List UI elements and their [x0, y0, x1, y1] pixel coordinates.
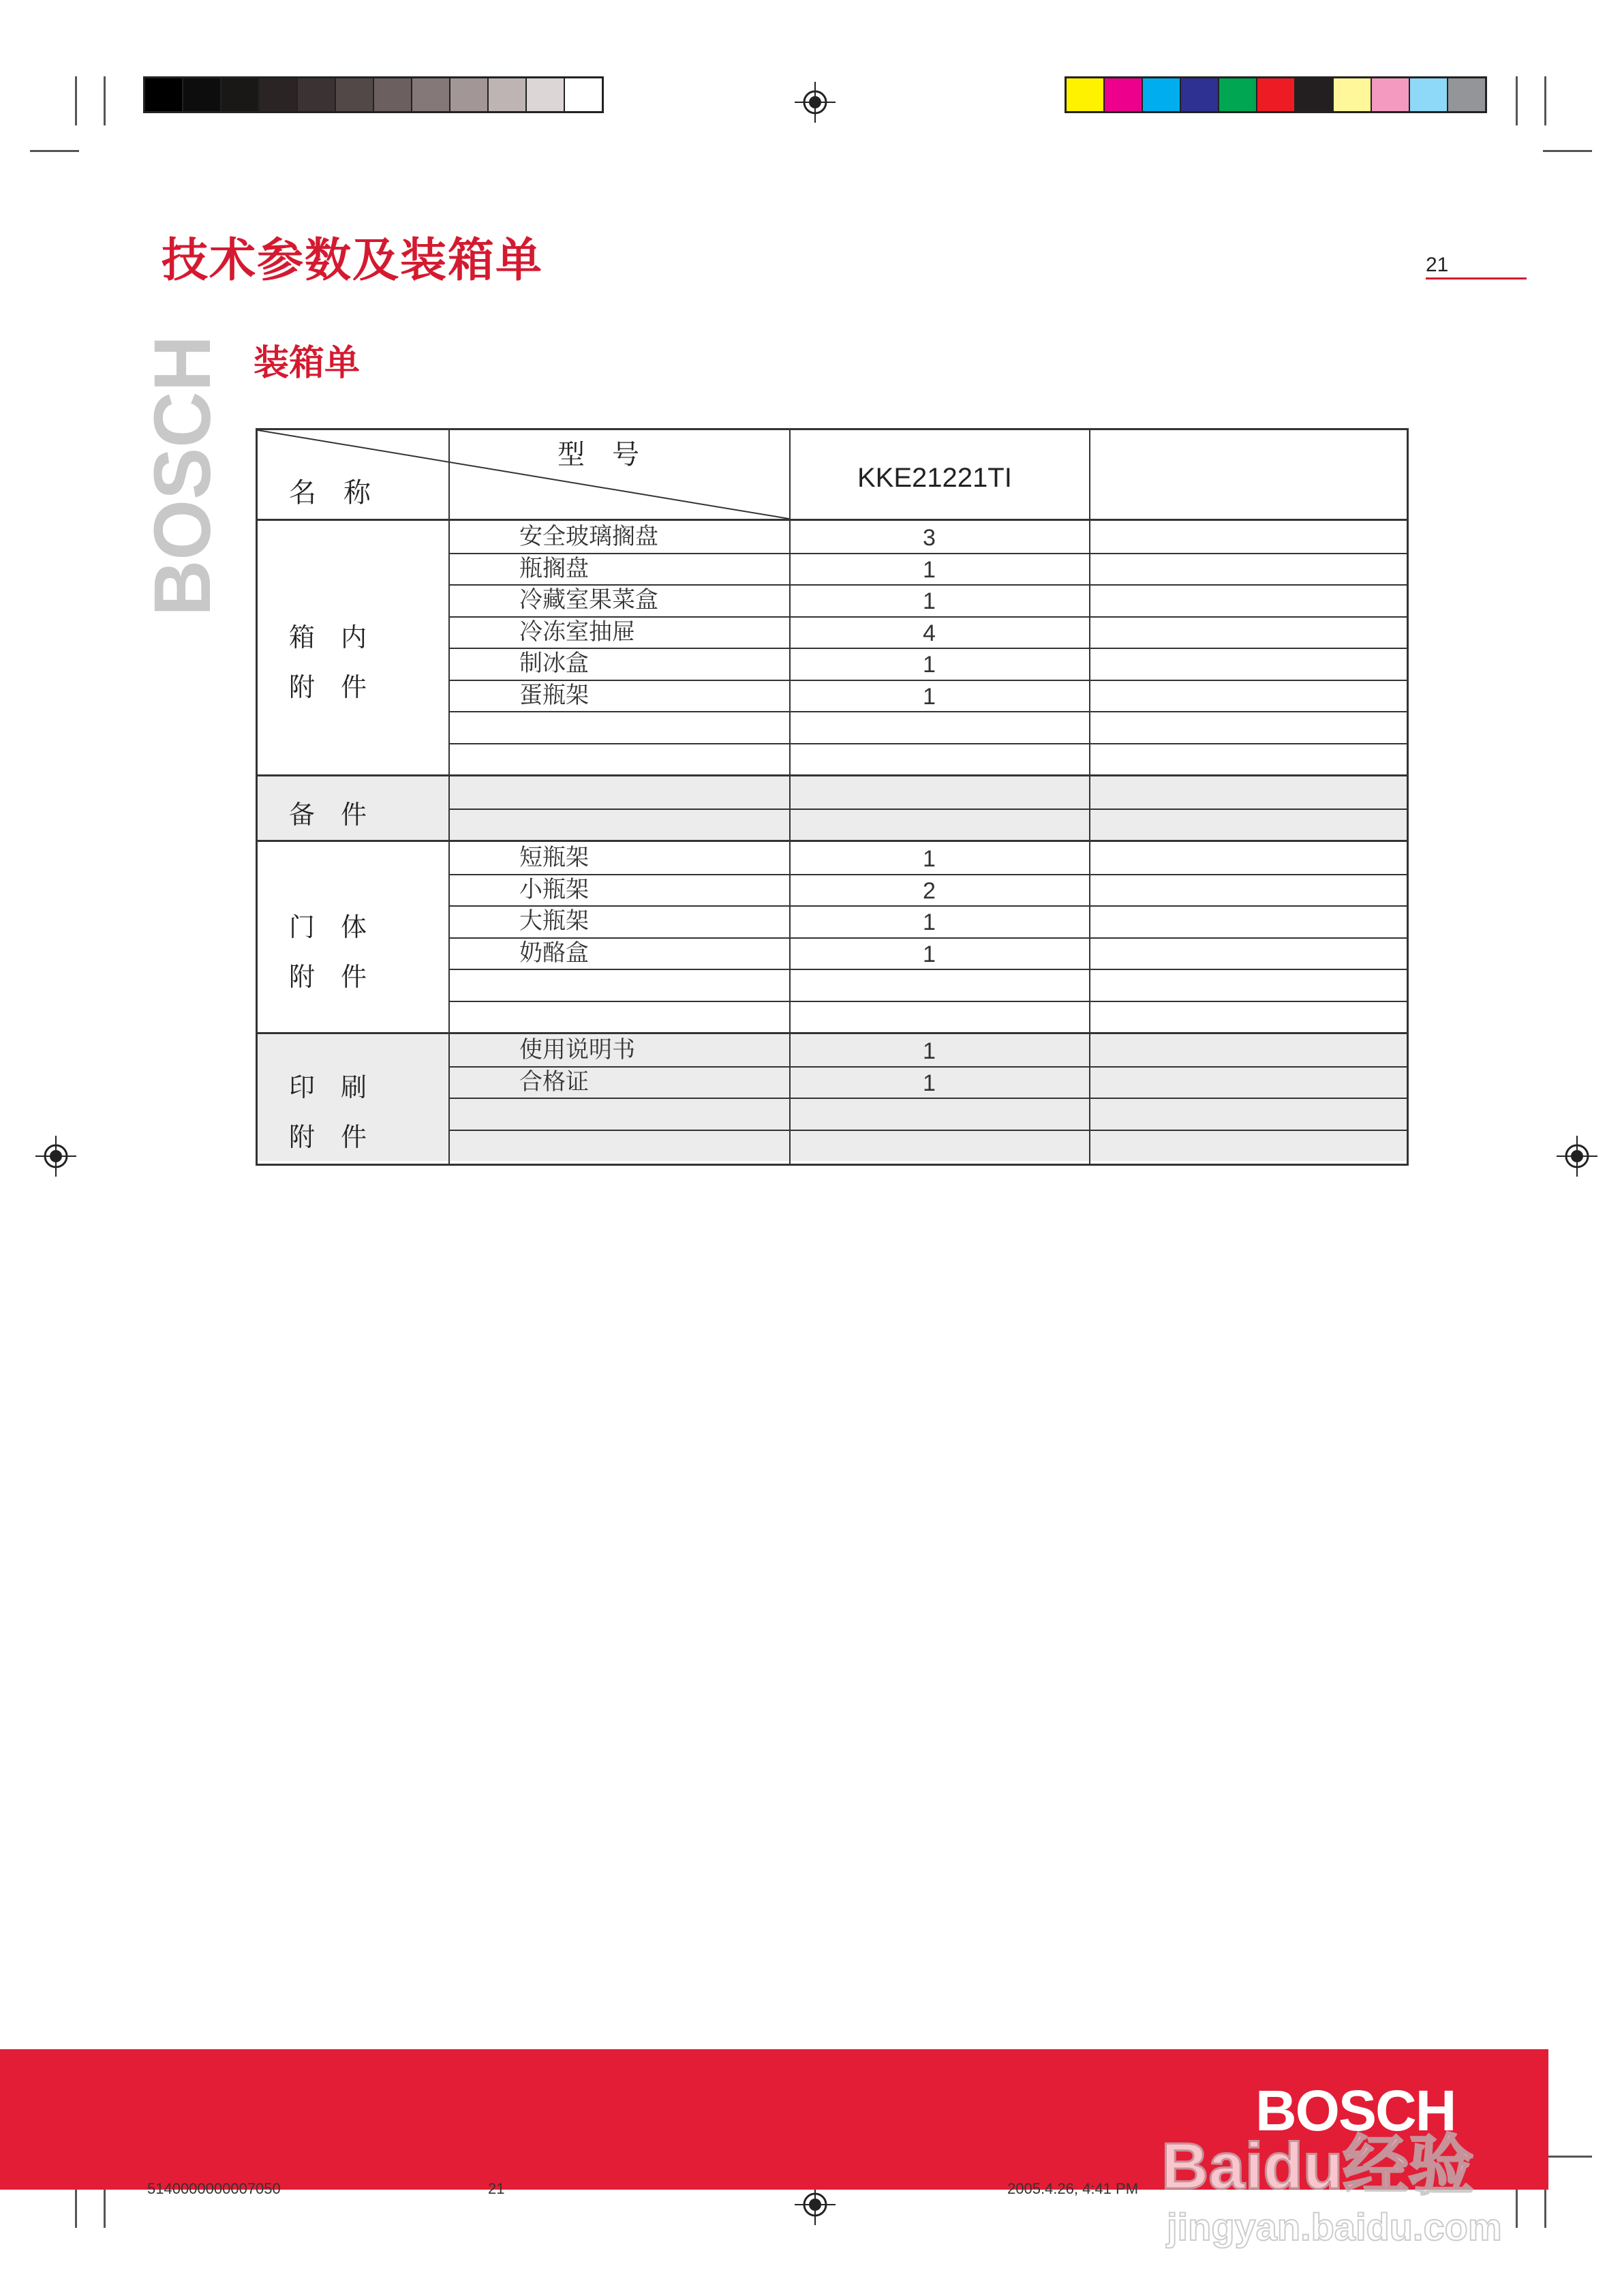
- group-label-line: 门 体: [289, 911, 367, 942]
- slug-page: 21: [488, 2180, 505, 2197]
- item-quantity: 1: [923, 1038, 936, 1064]
- item-name: 瓶搁盘: [519, 554, 589, 582]
- registration-mark-icon: [35, 1136, 76, 1177]
- item-name: 使用说明书: [519, 1036, 635, 1063]
- item-name: 安全玻璃搁盘: [519, 523, 658, 550]
- color-swatch: [1105, 78, 1143, 111]
- item-quantity: 4: [923, 620, 936, 646]
- item-name: 制冰盒: [519, 650, 589, 677]
- gray-swatch: [336, 78, 374, 111]
- group-label: [289, 1066, 367, 1153]
- item-name: 大瓶架: [519, 907, 589, 935]
- gray-swatch: [527, 78, 565, 111]
- crop-mark: [1516, 76, 1518, 125]
- row-divider: [448, 809, 1407, 810]
- group-label-line: 备 件: [289, 799, 367, 830]
- svg-text:BOSCH: BOSCH: [138, 325, 228, 616]
- color-swatch: [1334, 78, 1372, 111]
- column-divider: [448, 430, 450, 1164]
- color-swatch: [1181, 78, 1219, 111]
- gray-swatch: [450, 78, 489, 111]
- row-divider: [448, 553, 1407, 554]
- row-divider: [448, 1098, 1407, 1099]
- row-divider: [448, 1130, 1407, 1131]
- crop-mark: [1543, 150, 1592, 152]
- item-name: 蛋瓶架: [519, 681, 589, 709]
- gray-swatch: [374, 78, 412, 111]
- item-name: 合格证: [519, 1068, 589, 1096]
- color-swatch: [1067, 78, 1105, 111]
- row-divider: [448, 711, 1407, 712]
- model-number: KKE21221TI: [857, 463, 1012, 493]
- gray-swatch: [145, 78, 183, 111]
- row-divider: [448, 680, 1407, 681]
- color-swatch: [1257, 78, 1296, 111]
- row-divider: [448, 874, 1407, 875]
- color-swatch: [1219, 78, 1257, 111]
- footer-brand-logo: BOSCH: [1255, 2079, 1456, 2143]
- column-divider: [1089, 430, 1090, 1164]
- registration-mark-icon: [1557, 1136, 1597, 1177]
- item-quantity: 1: [923, 846, 936, 872]
- page-number: 21: [1426, 254, 1449, 276]
- gray-swatch: [489, 78, 527, 111]
- crop-mark: [104, 76, 106, 125]
- row-divider: [448, 584, 1407, 586]
- item-quantity: 3: [923, 525, 936, 551]
- item-quantity: 1: [923, 556, 936, 583]
- crop-mark: [1544, 76, 1546, 125]
- header-type-label: 型 号: [557, 439, 639, 470]
- section-title: 装箱单: [254, 343, 361, 384]
- registration-mark-icon: [795, 82, 836, 123]
- registration-mark-icon: [795, 2184, 836, 2225]
- slug-date: 2005.4.26, 4:41 PM: [1007, 2180, 1139, 2197]
- item-quantity: 1: [923, 588, 936, 614]
- row-divider: [448, 743, 1407, 744]
- color-calibration-bar: [1065, 76, 1487, 113]
- item-quantity: 2: [923, 877, 936, 904]
- crop-mark: [75, 76, 77, 125]
- gray-swatch: [260, 78, 298, 111]
- crop-mark: [1543, 2156, 1592, 2158]
- gray-calibration-bar: [143, 76, 604, 113]
- group-label: [289, 616, 367, 704]
- color-swatch: [1372, 78, 1410, 111]
- baidu-watermark: [1161, 2120, 1543, 2256]
- item-quantity: 1: [923, 1070, 936, 1096]
- gray-swatch: [221, 78, 260, 111]
- column-divider: [789, 430, 791, 1164]
- page-title: 技术参数及装箱单: [162, 234, 544, 288]
- row-divider: [448, 1001, 1407, 1002]
- svg-text:jingyan.baidu.com: jingyan.baidu.com: [1167, 2205, 1502, 2248]
- gray-swatch: [183, 78, 221, 111]
- color-swatch: [1410, 78, 1448, 111]
- color-swatch: [1143, 78, 1181, 111]
- item-quantity: 1: [923, 652, 936, 678]
- packing-list-table: [256, 428, 1409, 1166]
- group-label-line: 附 件: [289, 672, 367, 702]
- group-label-line: 箱 内: [289, 622, 367, 652]
- item-quantity: 1: [923, 683, 936, 710]
- group-label-line: 印 刷: [289, 1072, 367, 1102]
- gray-swatch: [565, 78, 602, 111]
- item-name: 冷冻室抽屉: [519, 618, 635, 646]
- row-divider: [448, 905, 1407, 907]
- item-quantity: 1: [923, 941, 936, 967]
- item-name: 小瓶架: [519, 875, 589, 903]
- slug-code: 5140000000007050: [147, 2180, 281, 2197]
- header-name-label: 名 称: [289, 477, 371, 509]
- page-number-underline: [1426, 277, 1527, 280]
- item-name: 短瓶架: [519, 844, 589, 871]
- gray-swatch: [412, 78, 450, 111]
- row-divider: [448, 616, 1407, 618]
- row-divider: [448, 1066, 1407, 1068]
- side-brand-logo: [138, 325, 228, 620]
- color-swatch: [1296, 78, 1334, 111]
- group-label-line: 附 件: [289, 1122, 367, 1152]
- row-divider: [448, 969, 1407, 970]
- group-divider: [258, 840, 1407, 842]
- item-name: 奶酪盒: [519, 939, 589, 967]
- gray-swatch: [298, 78, 336, 111]
- group-label-line: 附 件: [289, 961, 367, 992]
- row-divider: [448, 937, 1407, 939]
- group-label: [289, 906, 367, 993]
- svg-text:Baidu经验: Baidu经验: [1161, 2130, 1474, 2203]
- color-swatch: [1448, 78, 1485, 111]
- crop-mark: [30, 150, 79, 152]
- table-header-divider: [258, 519, 1407, 521]
- item-quantity: 1: [923, 909, 936, 935]
- item-name: 冷藏室果菜盒: [519, 586, 658, 614]
- group-label: [289, 794, 367, 831]
- row-divider: [448, 648, 1407, 649]
